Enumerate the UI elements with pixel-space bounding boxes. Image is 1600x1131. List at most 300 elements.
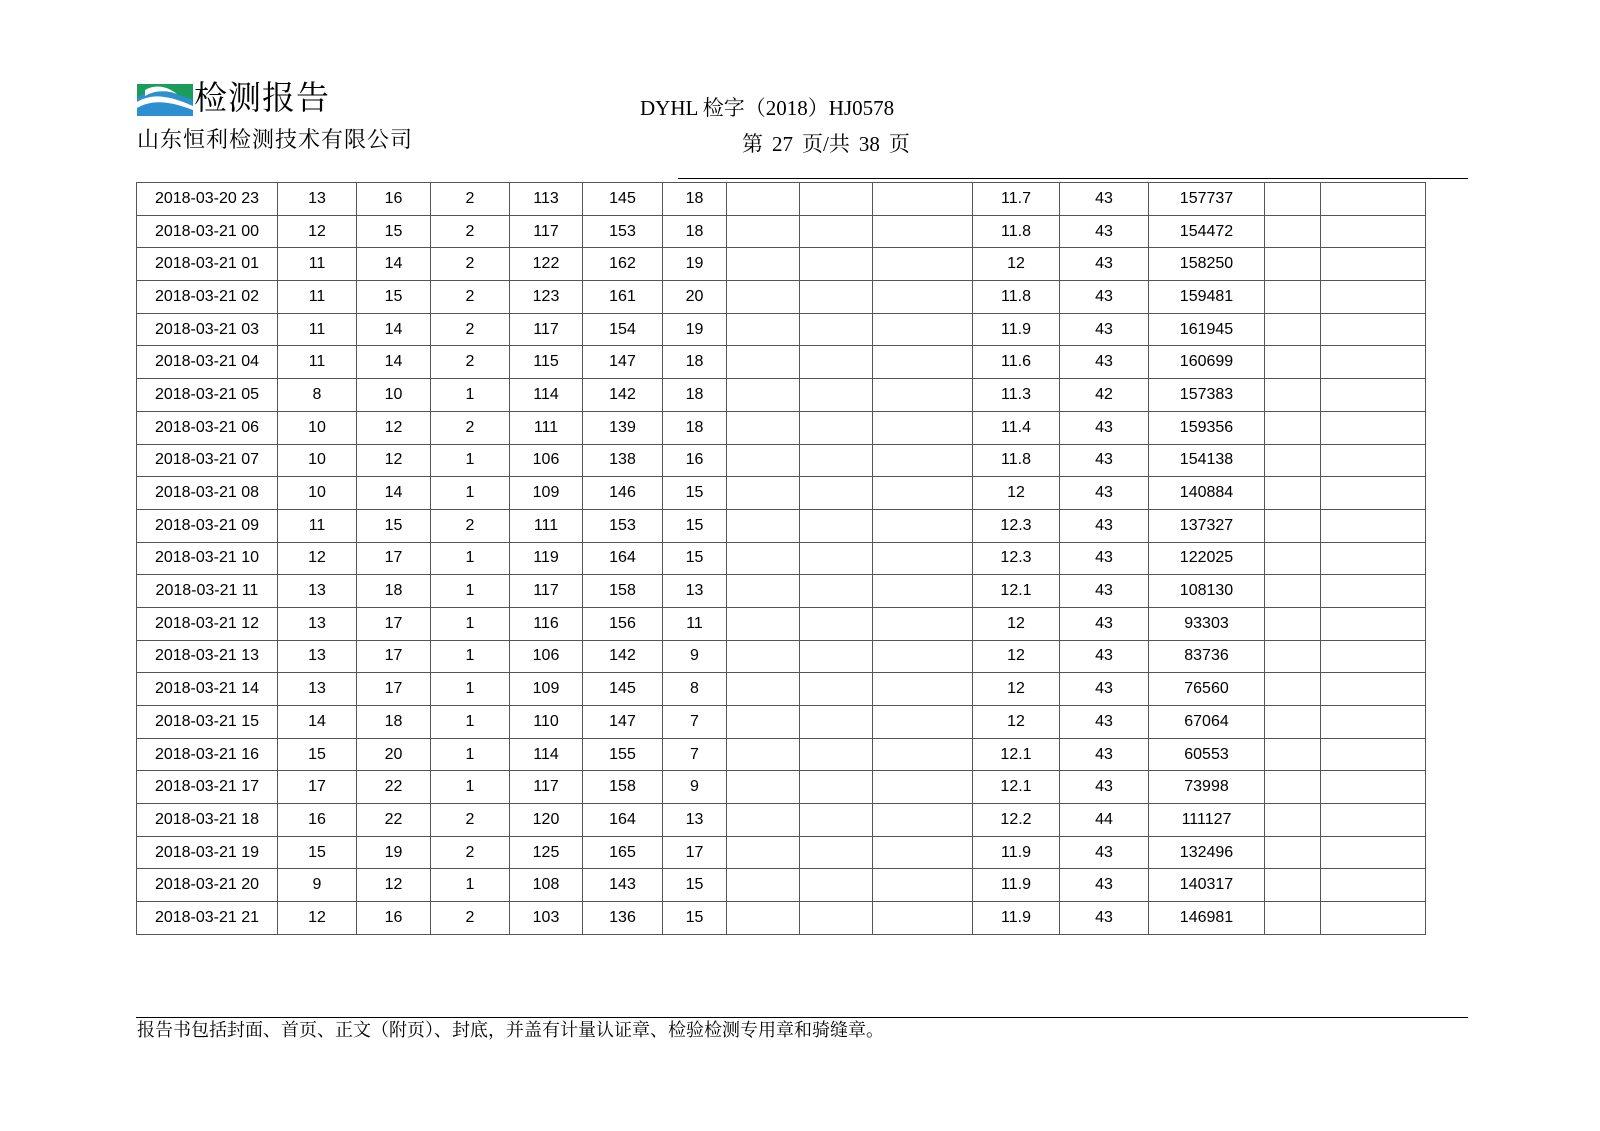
table-cell: 140317 [1149, 869, 1265, 902]
table-cell [1265, 281, 1321, 314]
table-cell [727, 477, 800, 510]
table-cell: 13 [278, 575, 357, 608]
table-cell [873, 183, 973, 216]
table-cell: 12 [973, 640, 1060, 673]
table-cell [873, 542, 973, 575]
table-cell [800, 771, 873, 804]
table-cell [800, 183, 873, 216]
table-cell: 14 [357, 346, 431, 379]
table-cell: 12 [973, 248, 1060, 281]
table-cell: 146981 [1149, 902, 1265, 935]
table-cell: 123 [510, 281, 583, 314]
table-cell: 73998 [1149, 771, 1265, 804]
table-cell: 161945 [1149, 313, 1265, 346]
table-cell [1321, 346, 1426, 379]
table-cell: 43 [1060, 542, 1149, 575]
table-cell: 11 [278, 248, 357, 281]
table-cell [1321, 836, 1426, 869]
cell-datetime: 2018-03-20 23 [137, 183, 278, 216]
table-cell: 12.2 [973, 804, 1060, 837]
table-cell: 43 [1060, 509, 1149, 542]
table-row [137, 804, 1426, 837]
table-cell: 9 [278, 869, 357, 902]
table-cell [1265, 509, 1321, 542]
table-cell: 2 [431, 836, 510, 869]
table-cell [1321, 869, 1426, 902]
table-cell [727, 215, 800, 248]
table-cell: 116 [510, 607, 583, 640]
page-indicator [742, 131, 910, 157]
table-cell: 153 [583, 215, 663, 248]
table-cell: 1 [431, 673, 510, 706]
table-cell: 142 [583, 640, 663, 673]
table-cell [727, 640, 800, 673]
cell-datetime: 2018-03-21 08 [137, 477, 278, 510]
table-cell [873, 640, 973, 673]
table-row [137, 771, 1426, 804]
table-cell: 16 [357, 902, 431, 935]
table-cell: 11.9 [973, 869, 1060, 902]
table-cell [1265, 215, 1321, 248]
footer-divider [136, 1017, 1468, 1018]
table-cell [800, 281, 873, 314]
table-row [137, 575, 1426, 608]
table-row [137, 869, 1426, 902]
table-cell: 16 [357, 183, 431, 216]
table-cell [800, 509, 873, 542]
table-cell: 13 [278, 183, 357, 216]
table-row [137, 313, 1426, 346]
table-cell: 43 [1060, 411, 1149, 444]
table-cell: 2 [431, 248, 510, 281]
table-cell: 10 [357, 379, 431, 412]
table-cell [800, 215, 873, 248]
table-cell: 109 [510, 673, 583, 706]
table-cell [800, 444, 873, 477]
table-cell [727, 444, 800, 477]
cell-datetime: 2018-03-21 11 [137, 575, 278, 608]
table-cell: 132496 [1149, 836, 1265, 869]
cell-datetime: 2018-03-21 15 [137, 706, 278, 739]
table-row [137, 607, 1426, 640]
table-cell: 18 [663, 379, 727, 412]
table-cell [873, 313, 973, 346]
table-cell: 12 [973, 706, 1060, 739]
table-cell: 1 [431, 444, 510, 477]
table-cell [727, 804, 800, 837]
table-cell: 11.3 [973, 379, 1060, 412]
table-cell: 18 [663, 411, 727, 444]
table-cell: 15 [663, 869, 727, 902]
table-cell [727, 313, 800, 346]
table-cell: 108 [510, 869, 583, 902]
table-cell: 7 [663, 706, 727, 739]
table-cell: 2 [431, 281, 510, 314]
table-cell [1321, 379, 1426, 412]
table-cell [727, 869, 800, 902]
table-cell: 1 [431, 738, 510, 771]
data-table [136, 182, 1426, 935]
table-cell [800, 738, 873, 771]
table-cell [1321, 804, 1426, 837]
table-cell: 2 [431, 313, 510, 346]
table-cell [873, 836, 973, 869]
table-cell: 137327 [1149, 509, 1265, 542]
table-cell: 153 [583, 509, 663, 542]
table-cell [727, 902, 800, 935]
table-cell: 155 [583, 738, 663, 771]
table-cell [1265, 477, 1321, 510]
table-cell: 12 [973, 607, 1060, 640]
table-cell [1265, 836, 1321, 869]
page-middle: 页/共 [802, 132, 850, 156]
table-cell: 142 [583, 379, 663, 412]
table-cell: 19 [357, 836, 431, 869]
cell-datetime: 2018-03-21 16 [137, 738, 278, 771]
table-cell [1321, 313, 1426, 346]
table-cell: 12 [357, 869, 431, 902]
table-cell: 2 [431, 411, 510, 444]
table-cell: 15 [278, 738, 357, 771]
table-cell [873, 869, 973, 902]
cell-datetime: 2018-03-21 13 [137, 640, 278, 673]
page-prefix: 第 [742, 132, 763, 156]
table-cell: 10 [278, 411, 357, 444]
table-cell: 120 [510, 804, 583, 837]
table-row [137, 346, 1426, 379]
table-cell: 1 [431, 706, 510, 739]
table-cell: 18 [357, 575, 431, 608]
table-cell: 161 [583, 281, 663, 314]
table-cell [727, 346, 800, 379]
table-cell: 43 [1060, 215, 1149, 248]
table-cell: 1 [431, 869, 510, 902]
table-cell [1321, 640, 1426, 673]
table-cell: 18 [663, 215, 727, 248]
table-cell: 11.8 [973, 281, 1060, 314]
table-cell: 114 [510, 738, 583, 771]
cell-datetime: 2018-03-21 09 [137, 509, 278, 542]
table-cell: 13 [278, 640, 357, 673]
table-row [137, 836, 1426, 869]
table-cell: 20 [663, 281, 727, 314]
table-cell: 16 [278, 804, 357, 837]
table-row [137, 673, 1426, 706]
table-cell: 158 [583, 575, 663, 608]
table-cell: 11.4 [973, 411, 1060, 444]
table-cell [1321, 477, 1426, 510]
table-cell [873, 673, 973, 706]
table-cell [800, 640, 873, 673]
table-cell: 11.9 [973, 313, 1060, 346]
table-cell: 67064 [1149, 706, 1265, 739]
table-cell: 117 [510, 575, 583, 608]
table-cell [727, 607, 800, 640]
table-cell [727, 771, 800, 804]
table-cell [1265, 248, 1321, 281]
table-cell: 11.7 [973, 183, 1060, 216]
table-row [137, 542, 1426, 575]
table-cell: 158 [583, 771, 663, 804]
table-cell: 22 [357, 771, 431, 804]
table-cell: 109 [510, 477, 583, 510]
table-cell [800, 706, 873, 739]
table-cell: 165 [583, 836, 663, 869]
table-cell: 138 [583, 444, 663, 477]
table-cell: 1 [431, 575, 510, 608]
table-cell: 17 [357, 640, 431, 673]
table-cell: 8 [663, 673, 727, 706]
table-cell [873, 706, 973, 739]
table-cell: 19 [663, 248, 727, 281]
wave-logo-icon [137, 84, 193, 116]
table-cell [1321, 411, 1426, 444]
table-cell: 143 [583, 869, 663, 902]
table-cell: 18 [663, 346, 727, 379]
table-cell [800, 379, 873, 412]
table-cell [873, 607, 973, 640]
table-cell: 113 [510, 183, 583, 216]
table-cell: 60553 [1149, 738, 1265, 771]
table-cell: 119 [510, 542, 583, 575]
table-cell: 43 [1060, 836, 1149, 869]
table-cell [727, 509, 800, 542]
table-cell: 15 [357, 281, 431, 314]
page-total: 38 [858, 132, 880, 156]
table-row [137, 379, 1426, 412]
table-cell: 7 [663, 738, 727, 771]
table-cell [727, 379, 800, 412]
cell-datetime: 2018-03-21 07 [137, 444, 278, 477]
table-cell [1321, 542, 1426, 575]
table-cell [1265, 738, 1321, 771]
table-cell: 154138 [1149, 444, 1265, 477]
table-cell: 164 [583, 804, 663, 837]
table-cell [1321, 607, 1426, 640]
table-cell: 43 [1060, 575, 1149, 608]
table-row [137, 706, 1426, 739]
table-cell: 43 [1060, 902, 1149, 935]
table-cell [727, 706, 800, 739]
table-cell: 111127 [1149, 804, 1265, 837]
table-cell [800, 673, 873, 706]
table-cell [873, 411, 973, 444]
table-cell [1265, 706, 1321, 739]
cell-datetime: 2018-03-21 01 [137, 248, 278, 281]
table-cell [1321, 738, 1426, 771]
table-cell: 106 [510, 640, 583, 673]
table-cell [1265, 542, 1321, 575]
table-cell: 44 [1060, 804, 1149, 837]
cell-datetime: 2018-03-21 10 [137, 542, 278, 575]
table-cell [727, 411, 800, 444]
table-cell [1321, 183, 1426, 216]
cell-datetime: 2018-03-21 19 [137, 836, 278, 869]
table-cell: 159356 [1149, 411, 1265, 444]
cell-datetime: 2018-03-21 12 [137, 607, 278, 640]
table-cell: 1 [431, 607, 510, 640]
table-cell: 15 [663, 902, 727, 935]
table-cell: 17 [663, 836, 727, 869]
table-cell [1321, 706, 1426, 739]
table-cell [873, 346, 973, 379]
table-cell: 2 [431, 215, 510, 248]
table-cell: 115 [510, 346, 583, 379]
table-cell: 83736 [1149, 640, 1265, 673]
table-cell [800, 477, 873, 510]
table-cell: 160699 [1149, 346, 1265, 379]
table-cell: 15 [663, 542, 727, 575]
page-current: 27 [772, 132, 793, 156]
table-cell [800, 313, 873, 346]
cell-datetime: 2018-03-21 18 [137, 804, 278, 837]
table-cell [873, 215, 973, 248]
table-cell [727, 575, 800, 608]
table-cell: 76560 [1149, 673, 1265, 706]
table-cell: 117 [510, 215, 583, 248]
table-cell: 18 [663, 183, 727, 216]
table-cell: 11.8 [973, 215, 1060, 248]
table-cell: 8 [278, 379, 357, 412]
cell-datetime: 2018-03-21 06 [137, 411, 278, 444]
cell-datetime: 2018-03-21 21 [137, 902, 278, 935]
table-cell: 12.1 [973, 575, 1060, 608]
table-cell: 16 [663, 444, 727, 477]
table-cell [1321, 444, 1426, 477]
table-row [137, 411, 1426, 444]
table-cell [873, 444, 973, 477]
table-cell: 1 [431, 640, 510, 673]
table-cell: 43 [1060, 313, 1149, 346]
table-cell [873, 509, 973, 542]
cell-datetime: 2018-03-21 04 [137, 346, 278, 379]
table-row [137, 183, 1426, 216]
table-cell: 147 [583, 706, 663, 739]
table-cell: 2 [431, 183, 510, 216]
header-divider [678, 178, 1468, 179]
company-name: 山东恒利检测技术有限公司 [137, 128, 414, 153]
table-cell: 12 [357, 444, 431, 477]
table-cell [800, 411, 873, 444]
table-cell [800, 607, 873, 640]
table-cell: 2 [431, 902, 510, 935]
table-cell [1265, 804, 1321, 837]
table-cell [1321, 509, 1426, 542]
table-cell: 11 [663, 607, 727, 640]
table-cell [873, 281, 973, 314]
table-cell: 12.1 [973, 771, 1060, 804]
table-cell: 43 [1060, 640, 1149, 673]
cell-datetime: 2018-03-21 02 [137, 281, 278, 314]
table-cell: 147 [583, 346, 663, 379]
report-title: 检测报告 [194, 78, 330, 117]
table-cell: 10 [278, 477, 357, 510]
cell-datetime: 2018-03-21 00 [137, 215, 278, 248]
table-cell: 117 [510, 771, 583, 804]
table-cell: 164 [583, 542, 663, 575]
table-cell [800, 346, 873, 379]
table-cell: 13 [663, 575, 727, 608]
table-cell: 43 [1060, 706, 1149, 739]
table-cell: 14 [357, 477, 431, 510]
table-cell: 157737 [1149, 183, 1265, 216]
table-cell: 15 [357, 509, 431, 542]
table-cell: 12 [973, 673, 1060, 706]
table-cell [1265, 346, 1321, 379]
table-cell [727, 248, 800, 281]
table-cell: 15 [663, 477, 727, 510]
table-cell: 9 [663, 771, 727, 804]
table-cell: 122025 [1149, 542, 1265, 575]
table-row [137, 738, 1426, 771]
table-cell: 43 [1060, 183, 1149, 216]
table-cell: 117 [510, 313, 583, 346]
table-cell: 17 [278, 771, 357, 804]
cell-datetime: 2018-03-21 05 [137, 379, 278, 412]
table-cell: 13 [278, 673, 357, 706]
table-cell: 15 [278, 836, 357, 869]
table-cell [1321, 281, 1426, 314]
table-cell: 139 [583, 411, 663, 444]
table-cell: 12 [973, 477, 1060, 510]
table-cell: 145 [583, 673, 663, 706]
table-cell [1265, 575, 1321, 608]
table-cell: 157383 [1149, 379, 1265, 412]
table-cell: 13 [663, 804, 727, 837]
table-cell [800, 902, 873, 935]
table-cell [873, 575, 973, 608]
table-cell: 162 [583, 248, 663, 281]
table-cell [873, 902, 973, 935]
table-cell [873, 771, 973, 804]
table-cell [800, 575, 873, 608]
table-cell: 22 [357, 804, 431, 837]
table-cell: 125 [510, 836, 583, 869]
table-cell: 43 [1060, 738, 1149, 771]
table-cell: 12 [357, 411, 431, 444]
table-cell [1321, 673, 1426, 706]
table-cell: 18 [357, 706, 431, 739]
table-cell [1265, 869, 1321, 902]
table-cell [873, 379, 973, 412]
table-cell [1265, 673, 1321, 706]
table-cell: 11 [278, 346, 357, 379]
table-cell: 108130 [1149, 575, 1265, 608]
table-cell: 11.8 [973, 444, 1060, 477]
table-cell: 15 [663, 509, 727, 542]
table-cell: 2 [431, 804, 510, 837]
table-cell [1321, 902, 1426, 935]
document-number: DYHL 检字（2018）HJ0578 [640, 96, 895, 120]
table-cell [727, 281, 800, 314]
table-cell: 43 [1060, 477, 1149, 510]
table-cell: 2 [431, 346, 510, 379]
table-row [137, 477, 1426, 510]
table-cell [873, 804, 973, 837]
table-cell: 156 [583, 607, 663, 640]
table-cell: 122 [510, 248, 583, 281]
table-cell [1265, 183, 1321, 216]
table-cell: 111 [510, 509, 583, 542]
table-cell: 12.3 [973, 542, 1060, 575]
table-cell [1265, 379, 1321, 412]
table-cell: 17 [357, 673, 431, 706]
table-cell: 2 [431, 509, 510, 542]
table-cell: 11 [278, 509, 357, 542]
table-cell: 145 [583, 183, 663, 216]
table-cell: 1 [431, 477, 510, 510]
table-cell: 136 [583, 902, 663, 935]
